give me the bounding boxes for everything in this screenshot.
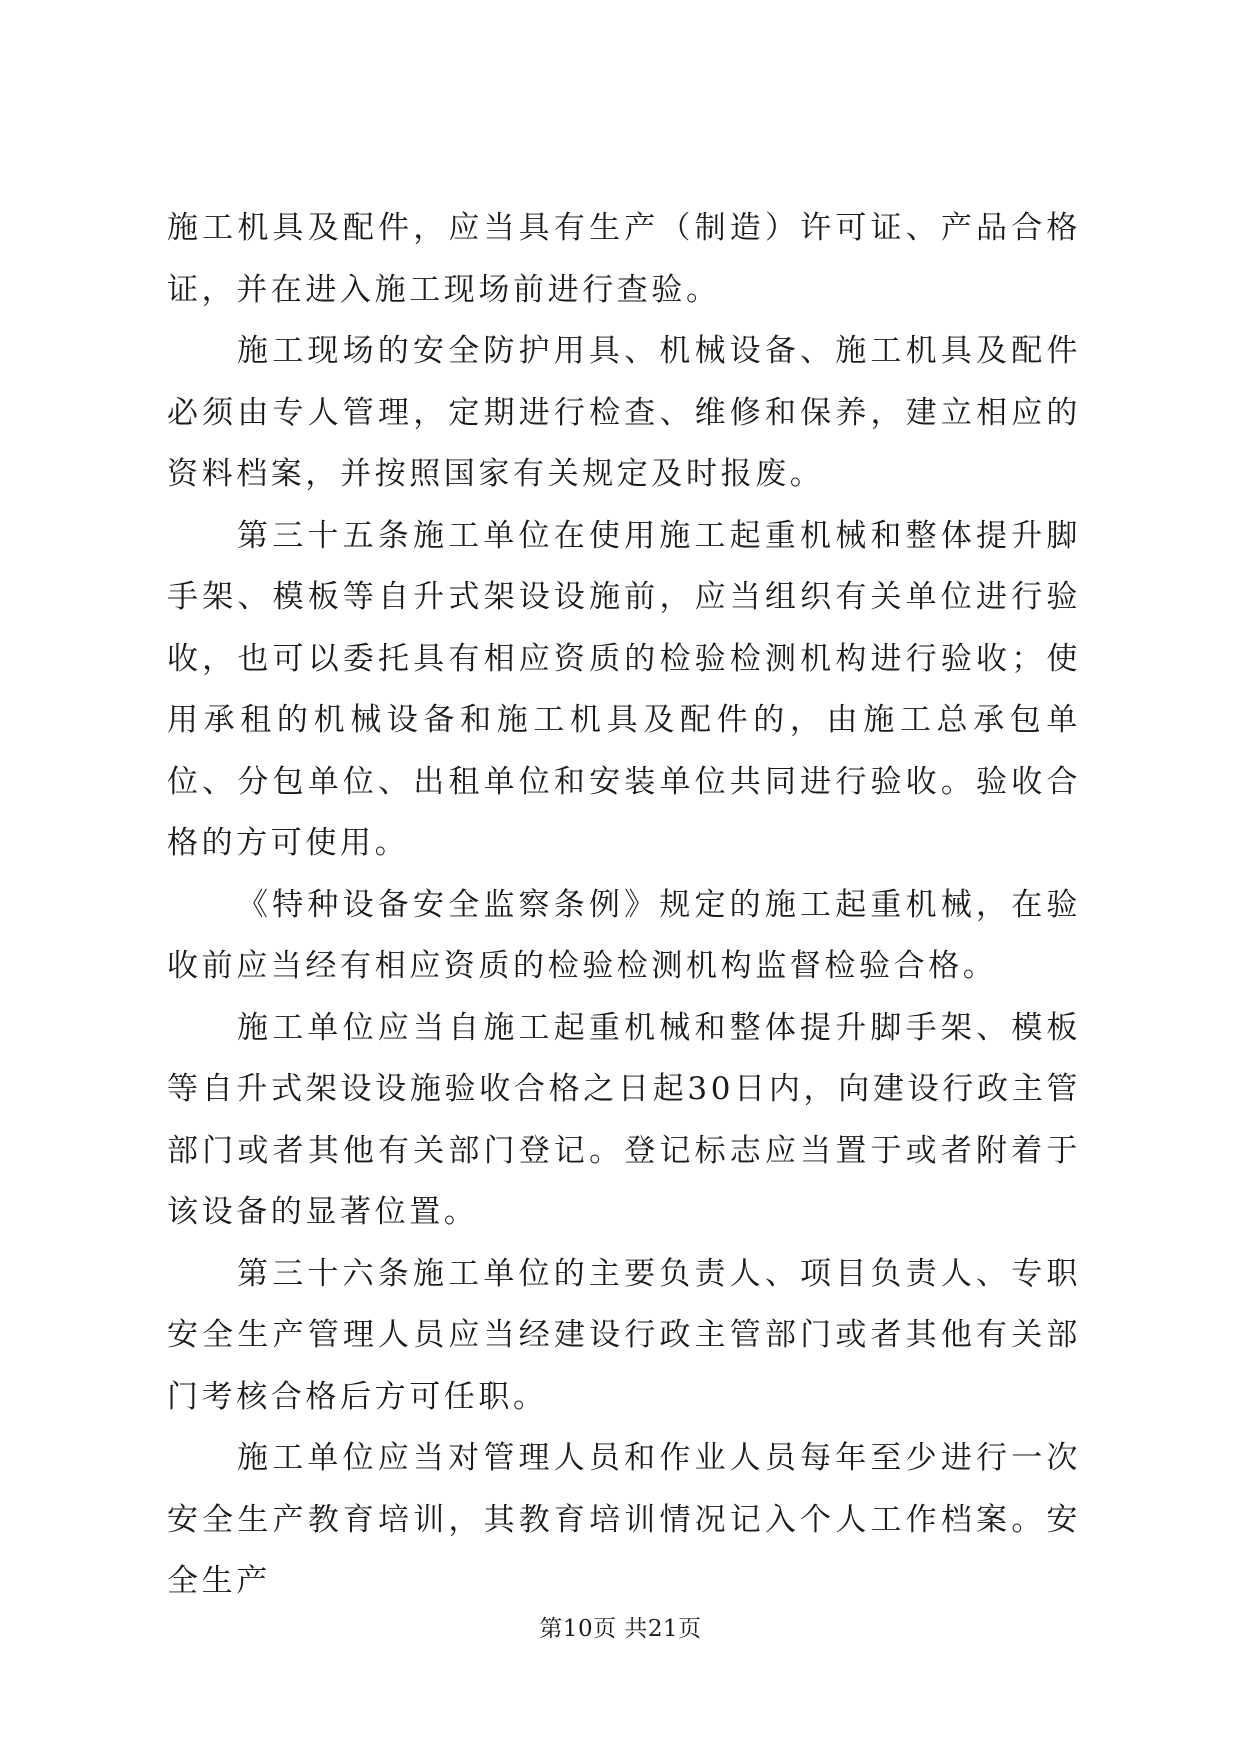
- paragraph-4: 《特种设备安全监察条例》规定的施工起重机械，在验收前应当经有相应资质的检验检测机构监督检验合格。: [167, 886, 1081, 984]
- paragraph-5: 施工单位应当自施工起重机械和整体提升脚手架、模板等自升式架设设施验收合格之日起30日内，向建设行政主管部门或者其他有关部门登记。登记标志应当置于或者附着于该设备的显著位置。: [167, 1009, 1081, 1230]
- page-number-footer: 第10页 共21页: [539, 1616, 702, 1642]
- paragraph-7: 施工单位应当对管理人员和作业人员每年至少进行一次安全生产教育培训，其教育培训情况记入个人工作档案。安全生产: [167, 1440, 1081, 1599]
- paragraph-6: 第三十六条施工单位的主要负责人、项目负责人、专职安全生产管理人员应当经建设行政主管部门或者其他有关部门考核合格后方可任职。: [167, 1255, 1081, 1415]
- paragraph-3: 第三十五条施工单位在使用施工起重机械和整体提升脚手架、模板等自升式架设设施前，应当组织有关单位进行验收，也可以委托具有相应资质的检验检测机构进行验收；使用承租的机械设备和施工机具及配件的，由施工总承包单位、分包单位、出租单位和安装单位共同进行验收。验收合格的方可使用。: [167, 517, 1081, 861]
- paragraph-2: 施工现场的安全防护用具、机械设备、施工机具及配件必须由专人管理，定期进行检查、维修和保养，建立相应的资料档案，并按照国家有关规定及时报废。: [167, 333, 1081, 492]
- document-body: [167, 198, 1081, 1613]
- paragraph-1: 施工机具及配件，应当具有生产（制造）许可证、产品合格证，并在进入施工现场前进行查验。: [167, 210, 1081, 308]
